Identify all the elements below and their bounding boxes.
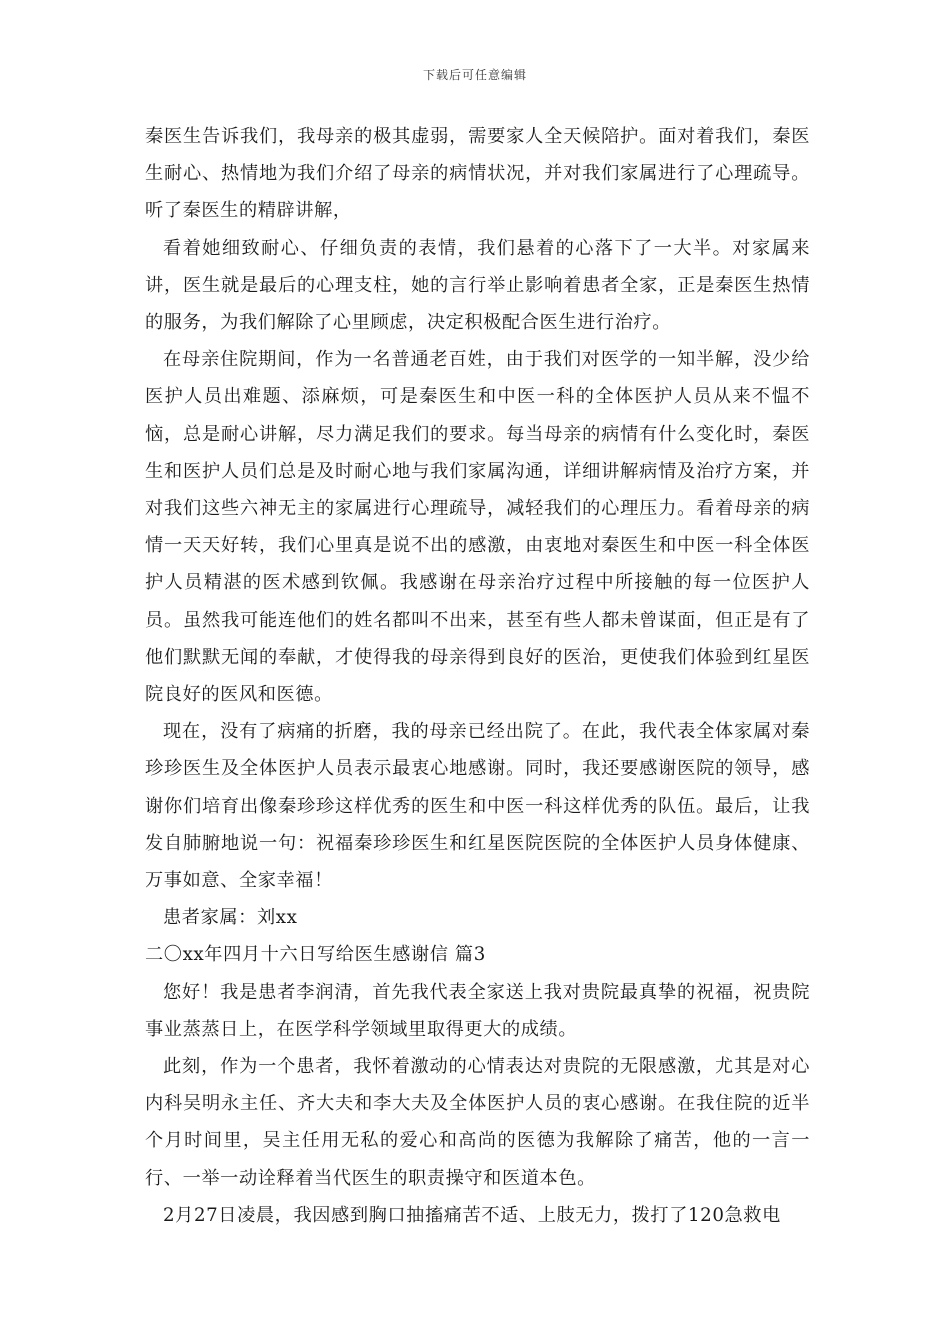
paragraph-emergency-call: 2月27日凌晨，我因感到胸口抽搐痛苦不适、上肢无力，拨打了120急救电 [163,1204,781,1226]
paragraph-doctor-advice: 秦医生告诉我们，我母亲的极其虚弱，需要家人全天候陪护。面对着我们，秦医生耐心、热情地为我们介绍了母亲的病情状况，并对我们家属进行了心理疏导。听了秦医生的精辟讲解， [145,126,810,222]
letter-body [145,118,810,1234]
paragraph-thanks-cardiology: 此刻，作为一个患者，我怀着激动的心情表达对贵院的无限感激，尤其是对心内科吴明永主任、齐大夫和李大夫及全体医护人员的衷心感谢。在我住院的近半个月时间里，吴主任用无私的爱心和高尚的医德为我解除了痛苦，他的一言一行、一举一动诠释着当代医生的职责操守和医道本色。 [145,1056,810,1189]
paragraph-greeting: 您好！我是患者李润清，首先我代表全家送上我对贵院最真挚的祝福，祝贵院事业蒸蒸日上，在医学科学领域里取得更大的成绩。 [145,981,810,1040]
signature-line: 患者家属：刘xx [163,907,298,929]
paragraph-family-relief: 看着她细致耐心、仔细负责的表情，我们悬着的心落下了一大半。对家属来讲，医生就是最后的心理支柱，她的言行举止影响着患者全家，正是秦医生热情的服务，为我们解除了心里顾虑，决定积极配合医生进行治疗。 [145,237,810,334]
page-header-note: 下载后可任意编辑 [422,68,527,82]
letter-title-part3: 二〇xx年四月十六日写给医生感谢信 篇3 [145,944,486,966]
paragraph-hospital-stay: 在母亲住院期间，作为一名普通老百姓，由于我们对医学的一知半解，没少给医护人员出难题、添麻烦，可是秦医生和中医一科的全体医护人员从来不愠不恼，总是耐心讲解，尽力满足我们的要求。每当母亲的病情有什么变化时，秦医生和医护人员们总是及时耐心地与我们家属沟通，详细讲解病情及治疗方案，并对我们这些六神无主的家属进行心理疏导，减轻我们的心理压力。看着母亲的病情一天天好转，我们心里真是说不出的感激，由衷地对秦医生和中医一科全体医护人员精湛的医术感到钦佩。我感谢在母亲治疗过程中所接触的每一位医护人员。虽然我可能连他们的姓名都叫不出来，甚至有些人都未曾谋面，但正是有了他们默默无闻的奉献，才使得我的母亲得到良好的医治，更使我们体验到红星医院良好的医风和医德。 [145,349,810,706]
paragraph-gratitude: 现在，没有了病痛的折磨，我的母亲已经出院了。在此，我代表全体家属对秦珍珍医生及全体医护人员表示最衷心地感谢。同时，我还要感谢医院的领导，感谢你们培育出像秦珍珍这样优秀的医生和中医一科这样优秀的队伍。最后，让我发自肺腑地说一句：祝福秦珍珍医生和红星医院医院的全体医护人员身体健康、万事如意、全家幸福！ [145,721,810,892]
